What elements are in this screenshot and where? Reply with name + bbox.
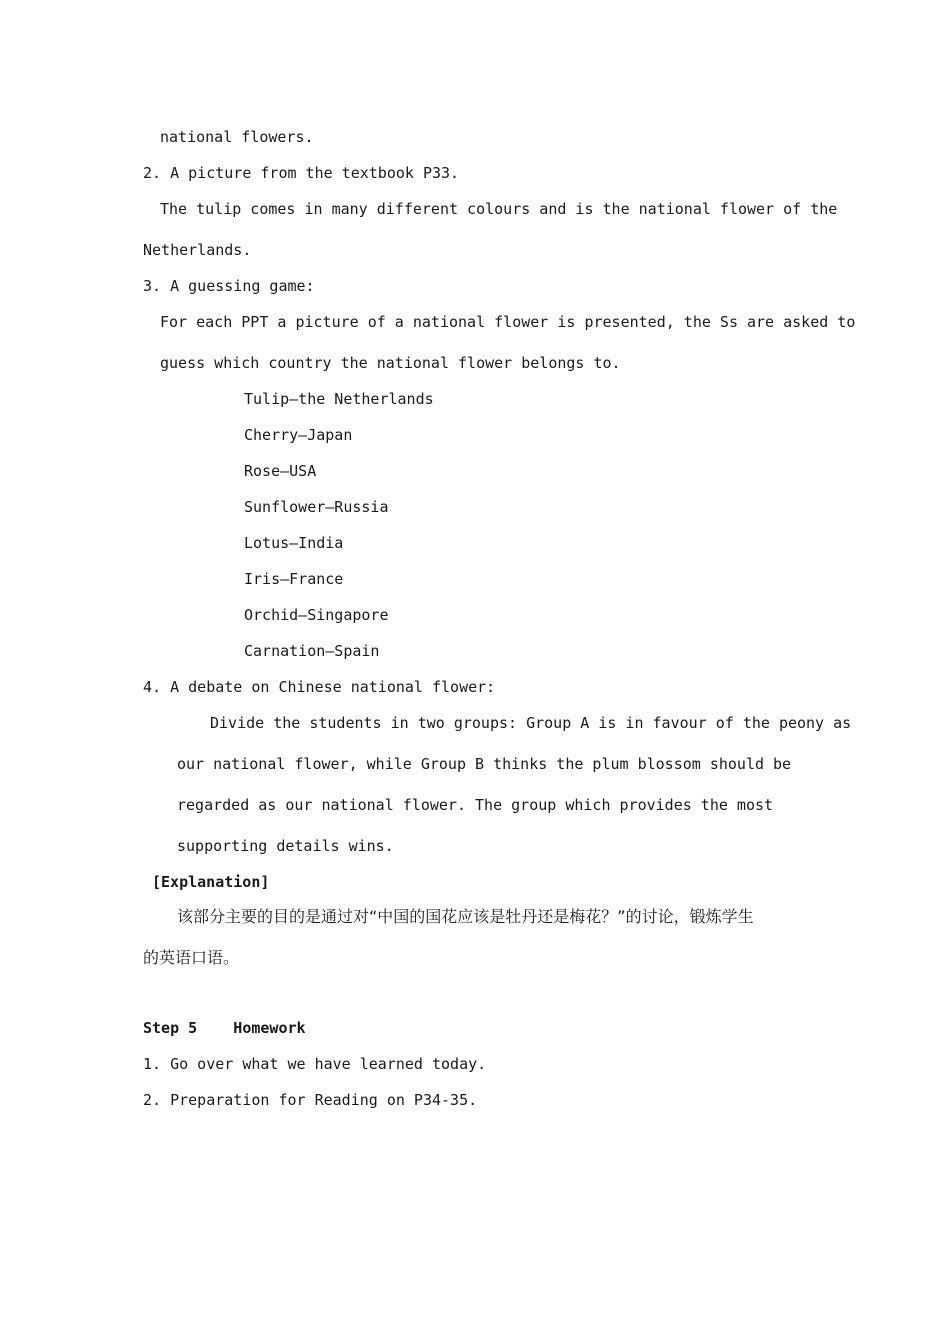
explanation-line1: 该部分主要的目的是通过对“中国的国花应该是牡丹还是梅花？”的讨论，锻炼学生 [177,907,754,926]
flower-country-pair: Orchid—Singapore [244,606,389,624]
flower-country-pair: Iris—France [244,570,344,588]
flower-country-pair: Rose—USA [244,462,317,480]
item3-body-line1: For each PPT a picture of a national flower is presented, the Ss are asked to [160,313,856,331]
item4-line: our national flower, while Group B thinks the plum blossom should be [177,755,792,773]
explanation-line2: 的英语口语。 [143,948,240,967]
intro-tail: national flowers. [160,128,314,146]
item4-line: regarded as our national flower. The group which provides the most [177,796,774,814]
item4-line: Divide the students in two groups: Group A is in favour of the peony as [210,714,852,732]
flower-country-pair: Cherry—Japan [244,426,353,444]
flower-country-pair: Sunflower—Russia [244,498,389,516]
homework-item: 2. Preparation for Reading on P34-35. [143,1091,478,1109]
flower-country-pair: Carnation—Spain [244,642,380,660]
item4-title: 4. A debate on Chinese national flower: [143,678,496,696]
item2-body-line2: Netherlands. [143,241,252,259]
item3-title: 3. A guessing game: [143,277,315,295]
explanation-heading: [Explanation] [152,873,270,891]
flower-country-pair: Tulip—the Netherlands [244,390,434,408]
step5-heading: Step 5 Homework [143,1019,306,1037]
item3-body-line2: guess which country the national flower belongs to. [160,354,621,372]
item2-title: 2. A picture from the textbook P33. [143,164,460,182]
item4-line: supporting details wins. [177,837,394,855]
homework-item: 1. Go over what we have learned today. [143,1055,487,1073]
flower-country-pair: Lotus—India [244,534,344,552]
item2-body-line1: The tulip comes in many different colours and is the national flower of the [160,200,838,218]
